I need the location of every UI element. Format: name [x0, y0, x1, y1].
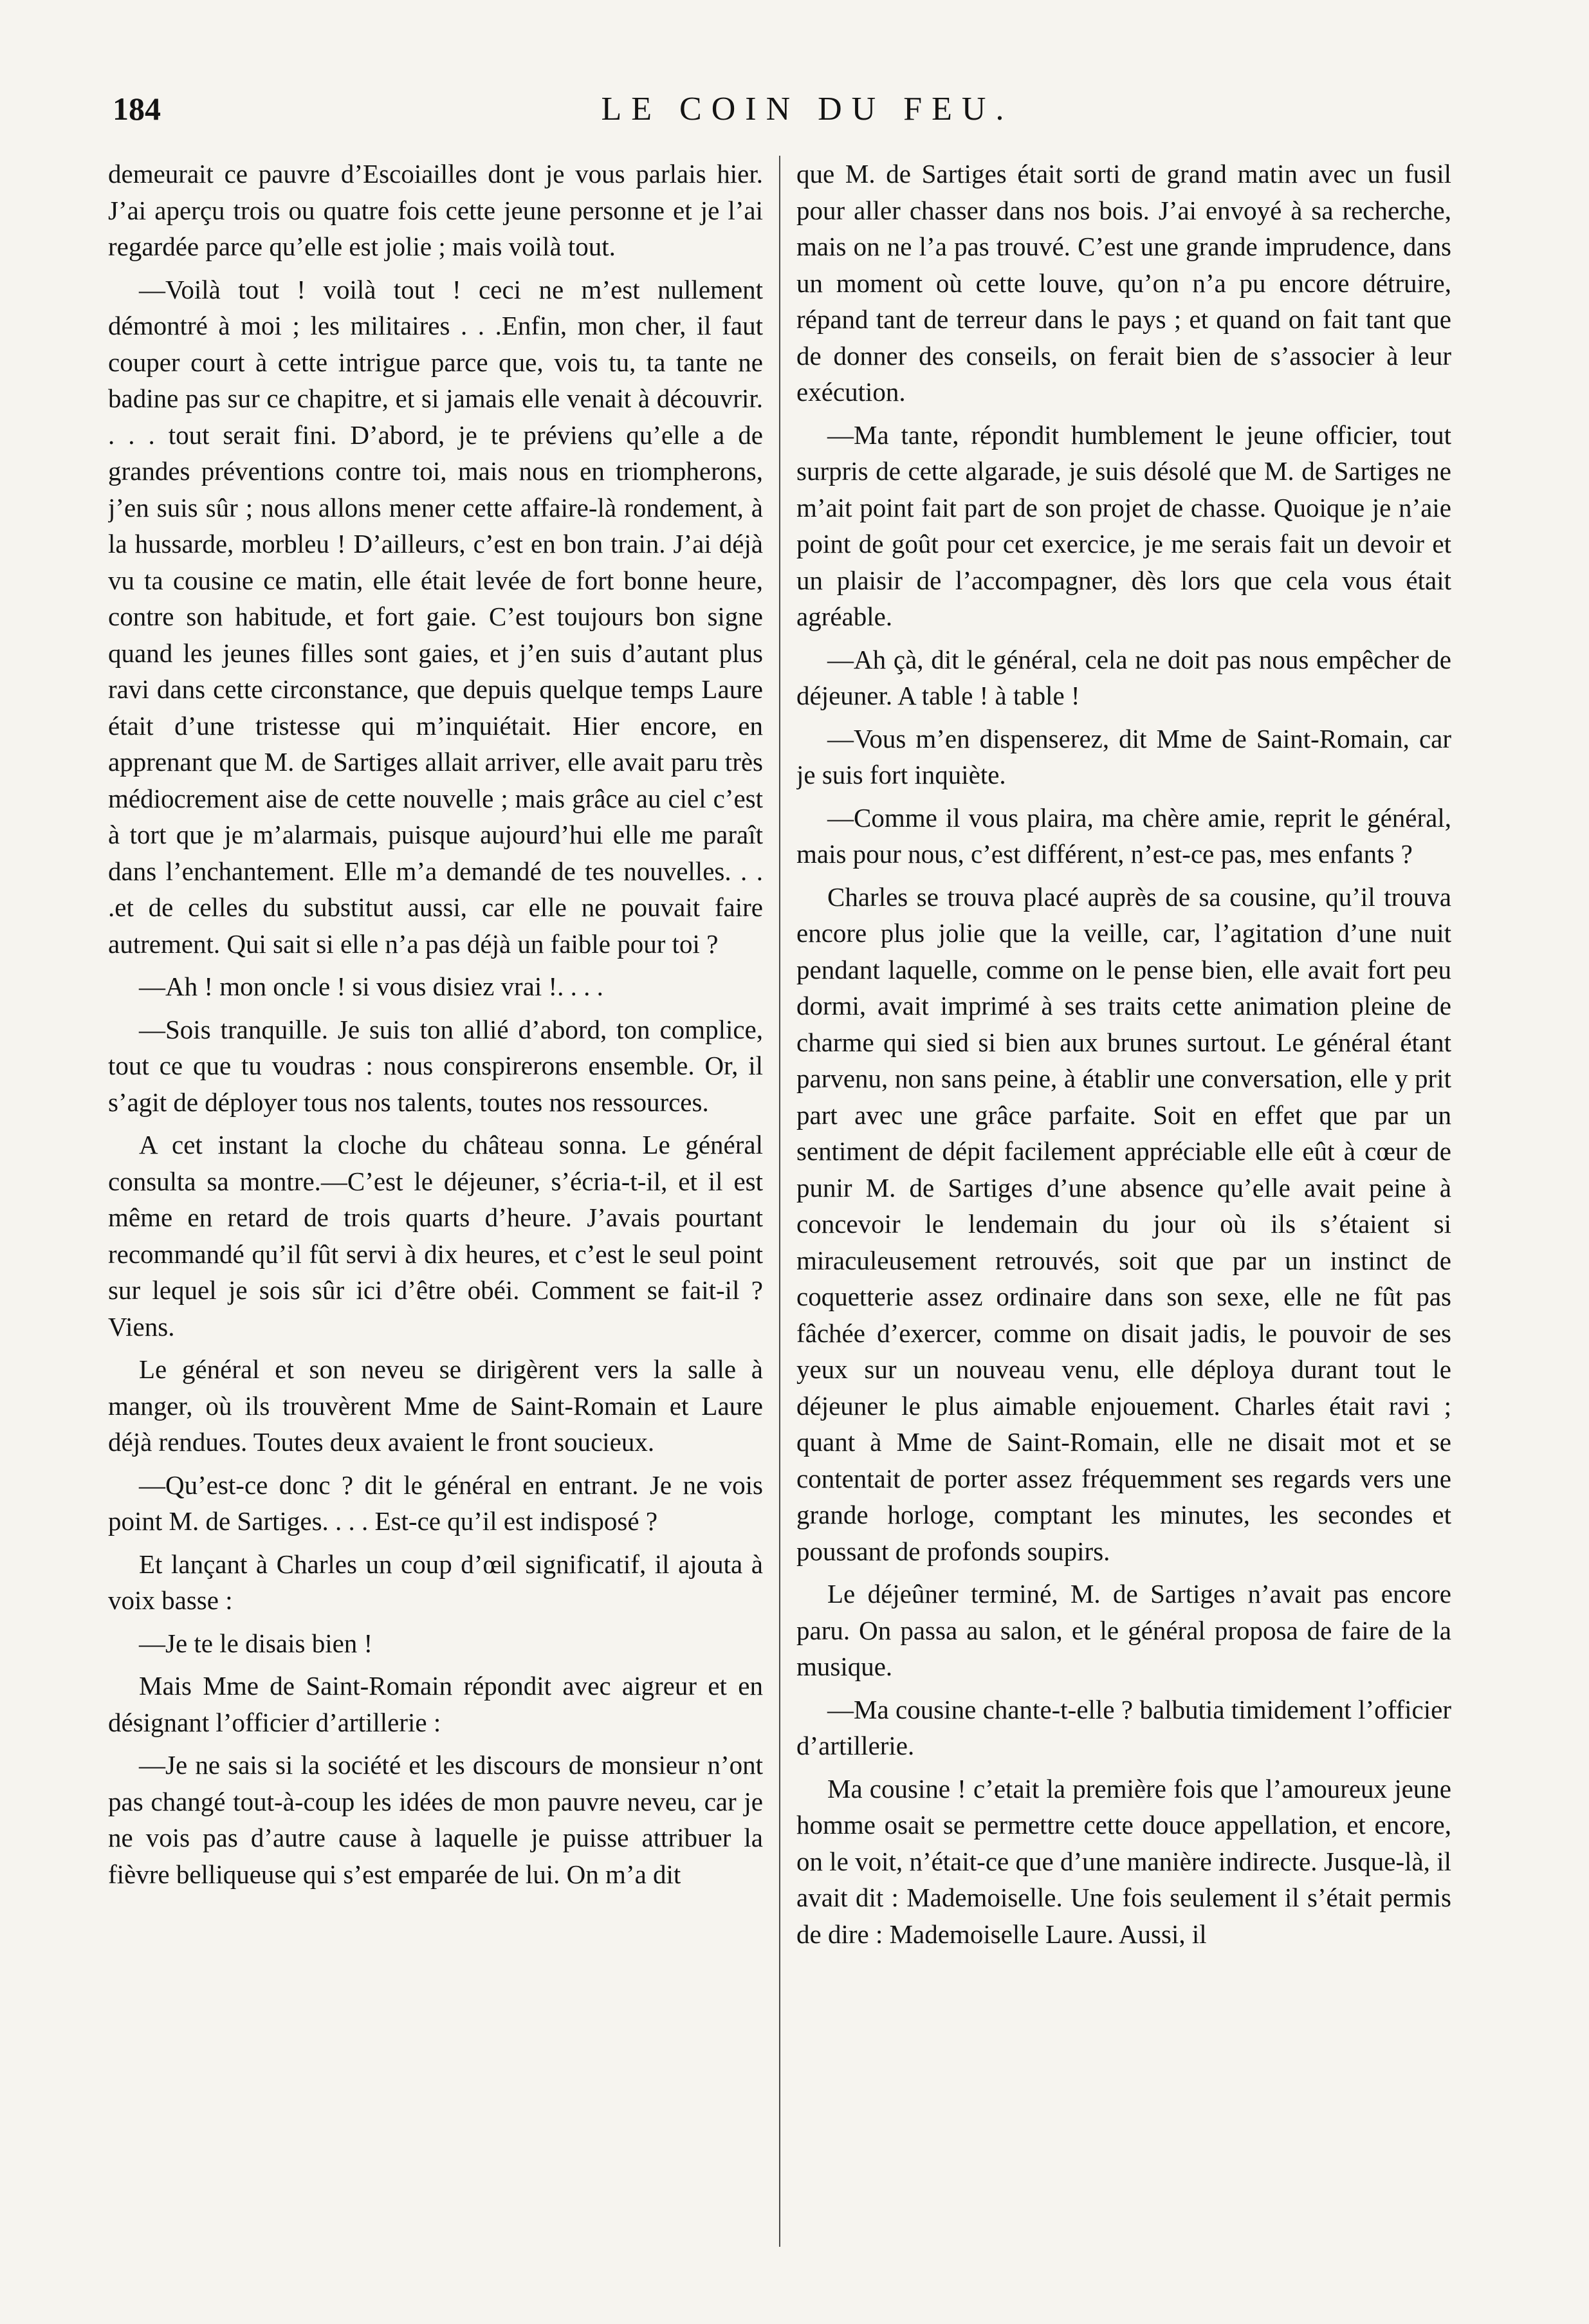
paragraph: Ma cousine ! c’etait la première fois que l’amoureux jeune homme osait se permettre cette douce appellation, et encore, on le voit, n’était-ce que d’une manière indirecte. Jusque-là, il avait dit : Mademoiselle. Une fois seulement il s’était permis de dire : Mademoiselle Laure. Aussi, il: [796, 1773, 1451, 1949]
paragraph: —Ah ! mon oncle ! si vous disiez vrai !. . . .: [139, 972, 603, 1001]
paragraph: —Vous m’en dispenserez, dit Mme de Saint-Romain, car je suis fort inquiète.: [796, 723, 1451, 789]
paragraph: demeurait ce pauvre d’Escoiailles dont je vous parlais hier. J’ai aperçu trois ou quatre fois cette jeune personne et je l’ai regardée parce qu’elle est jolie ; mais voilà tout.: [108, 159, 763, 261]
paragraph: A cet instant la cloche du château sonna. Le général consulta sa montre.—C’est le déjeuner, s’écria-t-il, et il est même en retard de trois quarts d’heure. J’avais pourtant recommandé qu’il fût servi à dix heures, et c’est le seul point sur lequel je sois sûr ici d’être obéi. Comment se fait-il ? Viens.: [108, 1130, 763, 1342]
running-title: LE COIN DU FEU.: [601, 91, 1014, 127]
page-number: 184: [113, 91, 161, 127]
paragraph: —Ah çà, dit le général, cela ne doit pas nous empêcher de déjeuner. A table ! à table !: [796, 644, 1451, 710]
paragraph: —Sois tranquille. Je suis ton allié d’abord, ton complice, tout ce que tu voudras : nous conspirerons ensemble. Or, il s’agit de déployer tous nos talents, toutes nos ressources.: [108, 1014, 763, 1117]
paragraph: —Comme il vous plaira, ma chère amie, reprit le général, mais pour nous, c’est différent, n’est-ce pas, mes enfants ?: [796, 802, 1451, 869]
right-column: [796, 156, 1451, 2247]
paragraph: —Ma tante, répondit humblement le jeune officier, tout surpris de cette algarade, je suis désolé que M. de Sartiges ne m’ait point fait part de son projet de chasse. Quoique je n’aie point de goût pour cet exercice, je me serais fait un devoir et un plaisir de l’accompagner, dès lors que cela vous était agréable.: [796, 420, 1451, 631]
paragraph: Mais Mme de Saint-Romain répondit avec aigreur et en désignant l’officier d’artillerie :: [108, 1671, 763, 1737]
page-header: [113, 90, 1502, 129]
paragraph: —Qu’est-ce donc ? dit le général en entrant. Je ne vois point M. de Sartiges. . . . Est-ce qu’il est indisposé ?: [108, 1470, 763, 1536]
paragraph: —Voilà tout ! voilà tout ! ceci ne m’est nullement démontré à moi ; les militaires . . .Enfin, mon cher, il faut couper court à cette intrigue parce que, vois tu, ta tante ne badine pas sur ce chapitre, et si jamais elle venait à découvrir. . . . tout serait fini. D’abord, je te préviens qu’elle a de grandes préventions contre toi, mais nous en triompherons, j’en suis sûr ; nous allons mener cette affaire-là rondement, à la hussarde, morbleu ! D’ailleurs, c’est en bon train. J’ai déjà vu ta cousine ce matin, elle était levée de fort bonne heure, contre son habitude, et fort gaie. C’est toujours bon signe quand les jeunes filles sont gaies, et j’en suis d’autant plus ravi dans cette circonstance, que depuis quelque temps Laure était d’une tristesse qui m’inquiétait. Hier encore, en apprenant que M. de Sartiges allait arriver, elle avait paru très médiocrement aise de cette nouvelle ; mais grâce au ciel c’est à tort que je m’alarmais, puisque aujourd’hui elle me paraît dans l’enchantement. Elle m’a demandé de tes nouvelles. . . .et de celles du substitut aussi, car elle ne pouvait faire autrement. Qui sait si elle n’a pas déjà un faible pour toi ?: [108, 274, 763, 959]
paragraph: Le déjeûner terminé, M. de Sartiges n’avait pas encore paru. On passa au salon, et le général proposa de faire de la musique.: [796, 1579, 1451, 1681]
paragraph: —Ma cousine chante-t-elle ? balbutia timidement l’officier d’artillerie.: [796, 1694, 1451, 1760]
column-divider: [779, 156, 780, 2247]
paragraph: Charles se trouva placé auprès de sa cousine, qu’il trouva encore plus jolie que la veille, car, l’agitation d’une nuit pendant laquelle, comme on le pense bien, elle avait fort peu dormi, avait imprimé à ses traits cette animation pleine de charme qui sied si bien aux brunes surtout. Le général étant parvenu, non sans peine, à établir une conversation, elle y prit part avec une grâce parfaite. Soit en effet que par un sentiment de dépit facilement appréciable elle eût à cœur de punir M. de Sartiges d’une absence qu’elle avait peine à concevoir le lendemain du jour où ils s’étaient si miraculeusement retrouvés, soit que par un instinct de coquetterie assez ordinaire dans son sexe, elle ne fût pas fâchée d’exercer, comme on disait jadis, le pouvoir de ses yeux sur un nouveau venu, elle déploya durant tout le déjeuner le plus aimable enjouement. Charles était ravi ; quant à Mme de Saint-Romain, elle ne disait mot et se contentait de porter assez fréquemment ses regards vers une grande horloge, comptant les minutes, les secondes et poussant de profonds soupirs.: [796, 881, 1451, 1566]
paragraph: Et lançant à Charles un coup d’œil significatif, il ajouta à voix basse :: [108, 1549, 763, 1615]
text-columns: [108, 156, 1491, 2247]
left-column: [108, 156, 763, 2247]
paragraph: Le général et son neveu se dirigèrent vers la salle à manger, où ils trouvèrent Mme de Saint-Romain et Laure déjà rendues. Toutes deux avaient le front soucieux.: [108, 1354, 763, 1457]
paragraph: —Je te le disais bien !: [139, 1628, 373, 1658]
paragraph: que M. de Sartiges était sorti de grand matin avec un fusil pour aller chasser dans nos bois. J’ai envoyé à sa recherche, mais on ne l’a pas trouvé. C’est une grande imprudence, dans un moment où cette louve, qu’on n’a pu encore détruire, répand tant de terreur dans le pays ; et quand on fait tant que de donner des conseils, on ferait bien de s’associer à leur exécution.: [796, 159, 1451, 407]
paragraph: —Je ne sais si la société et les discours de monsieur n’ont pas changé tout-à-coup les idées de mon pauvre neveu, car je ne vois pas d’autre cause à laquelle je puisse attribuer la fièvre belliqueuse qui s’est emparée de lui. On m’a dit: [108, 1750, 763, 1889]
